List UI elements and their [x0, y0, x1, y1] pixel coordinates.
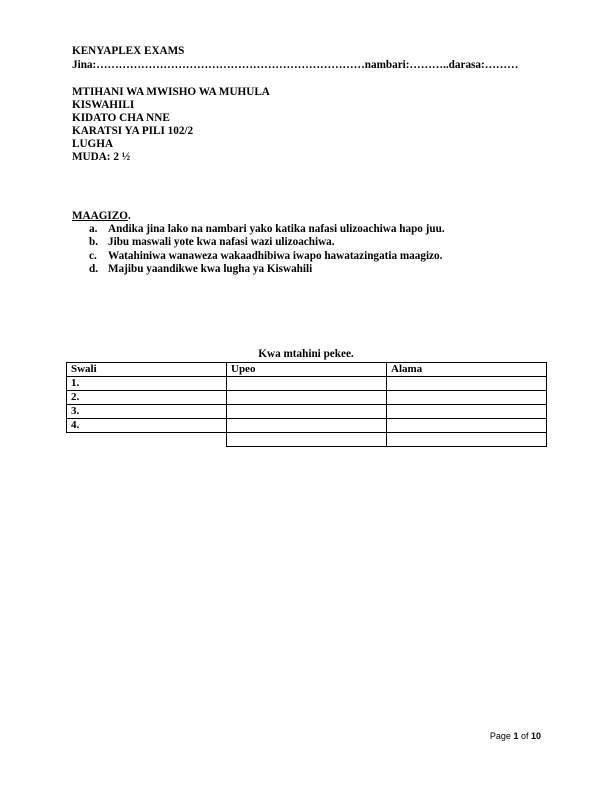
list-marker: d.	[89, 262, 99, 275]
max-score-cell[interactable]	[227, 405, 387, 419]
max-score-cell[interactable]	[227, 419, 387, 433]
instructions-section	[72, 210, 445, 276]
instructions-title: MAAGIZO.	[72, 210, 131, 222]
name-label: Jina:	[72, 59, 97, 71]
number-blank[interactable]: ………..	[409, 59, 449, 71]
class-blank[interactable]: ………	[484, 59, 519, 71]
instruction-item	[72, 250, 445, 263]
instruction-text: Jibu maswali yote kwa nafasi wazi ulizoachiwa.	[108, 236, 335, 249]
list-marker: c.	[89, 249, 97, 262]
question-number: 2.	[67, 391, 227, 405]
max-score-cell[interactable]	[227, 377, 387, 391]
question-number: 4.	[67, 419, 227, 433]
exam-duration: MUDA: 2 ½	[72, 151, 131, 164]
list-marker: a.	[89, 223, 98, 236]
table-row	[67, 391, 547, 405]
class-label: darasa:	[448, 59, 485, 71]
table-caption: Kwa mtahini pekee.	[258, 348, 354, 360]
score-cell[interactable]	[387, 419, 547, 433]
exam-section: LUGHA	[72, 138, 114, 151]
question-number: 3.	[67, 405, 227, 419]
table-total-row	[67, 433, 547, 447]
total-max-cell[interactable]	[227, 433, 387, 447]
exam-title: MTIHANI WA MWISHO WA MUHULA	[72, 86, 270, 98]
header-upeo: Upeo	[227, 363, 387, 377]
total-score-cell[interactable]	[387, 433, 547, 447]
header-swali: Swali	[67, 363, 227, 377]
instruction-item	[72, 263, 445, 276]
exam-subject: KISWAHILI	[72, 99, 135, 112]
org-name: KENYAPLEX EXAMS	[72, 45, 185, 57]
page-separator: of	[518, 731, 531, 741]
score-cell[interactable]	[387, 391, 547, 405]
score-cell[interactable]	[387, 377, 547, 391]
question-number: 1.	[67, 377, 227, 391]
instruction-text: Watahiniwa wanaweza wakaadhibiwa iwapo hawatazingatia maagizo.	[108, 249, 443, 262]
exam-form: KIDATO CHA NNE	[72, 112, 170, 125]
exam-paper: KARATSI YA PILI 102/2	[72, 125, 194, 138]
instruction-item	[72, 236, 445, 249]
current-page: 1	[513, 731, 519, 741]
instructions-list	[72, 223, 445, 276]
score-cell[interactable]	[387, 405, 547, 419]
total-pages: 10	[530, 731, 541, 741]
name-blank[interactable]: ………………………………………………………………	[96, 59, 365, 71]
empty-cell	[67, 433, 227, 447]
student-details-line	[72, 59, 518, 72]
table-row	[67, 419, 547, 433]
instruction-item	[72, 223, 445, 236]
page-number	[490, 731, 541, 742]
number-label: nambari:	[364, 59, 410, 71]
table-row	[67, 405, 547, 419]
instruction-text: Andika jina lako na nambari yako katika nafasi ulizoachiwa hapo juu.	[108, 223, 445, 236]
list-marker: b.	[89, 236, 99, 249]
exam-info	[72, 86, 270, 165]
marks-table	[66, 362, 547, 447]
max-score-cell[interactable]	[227, 391, 387, 405]
header-alama: Alama	[387, 363, 547, 377]
page-label: Page	[489, 731, 514, 741]
table-row	[67, 377, 547, 391]
instruction-text: Majibu yaandikwe kwa lugha ya Kiswahili	[108, 262, 313, 275]
table-header-row	[67, 363, 547, 377]
